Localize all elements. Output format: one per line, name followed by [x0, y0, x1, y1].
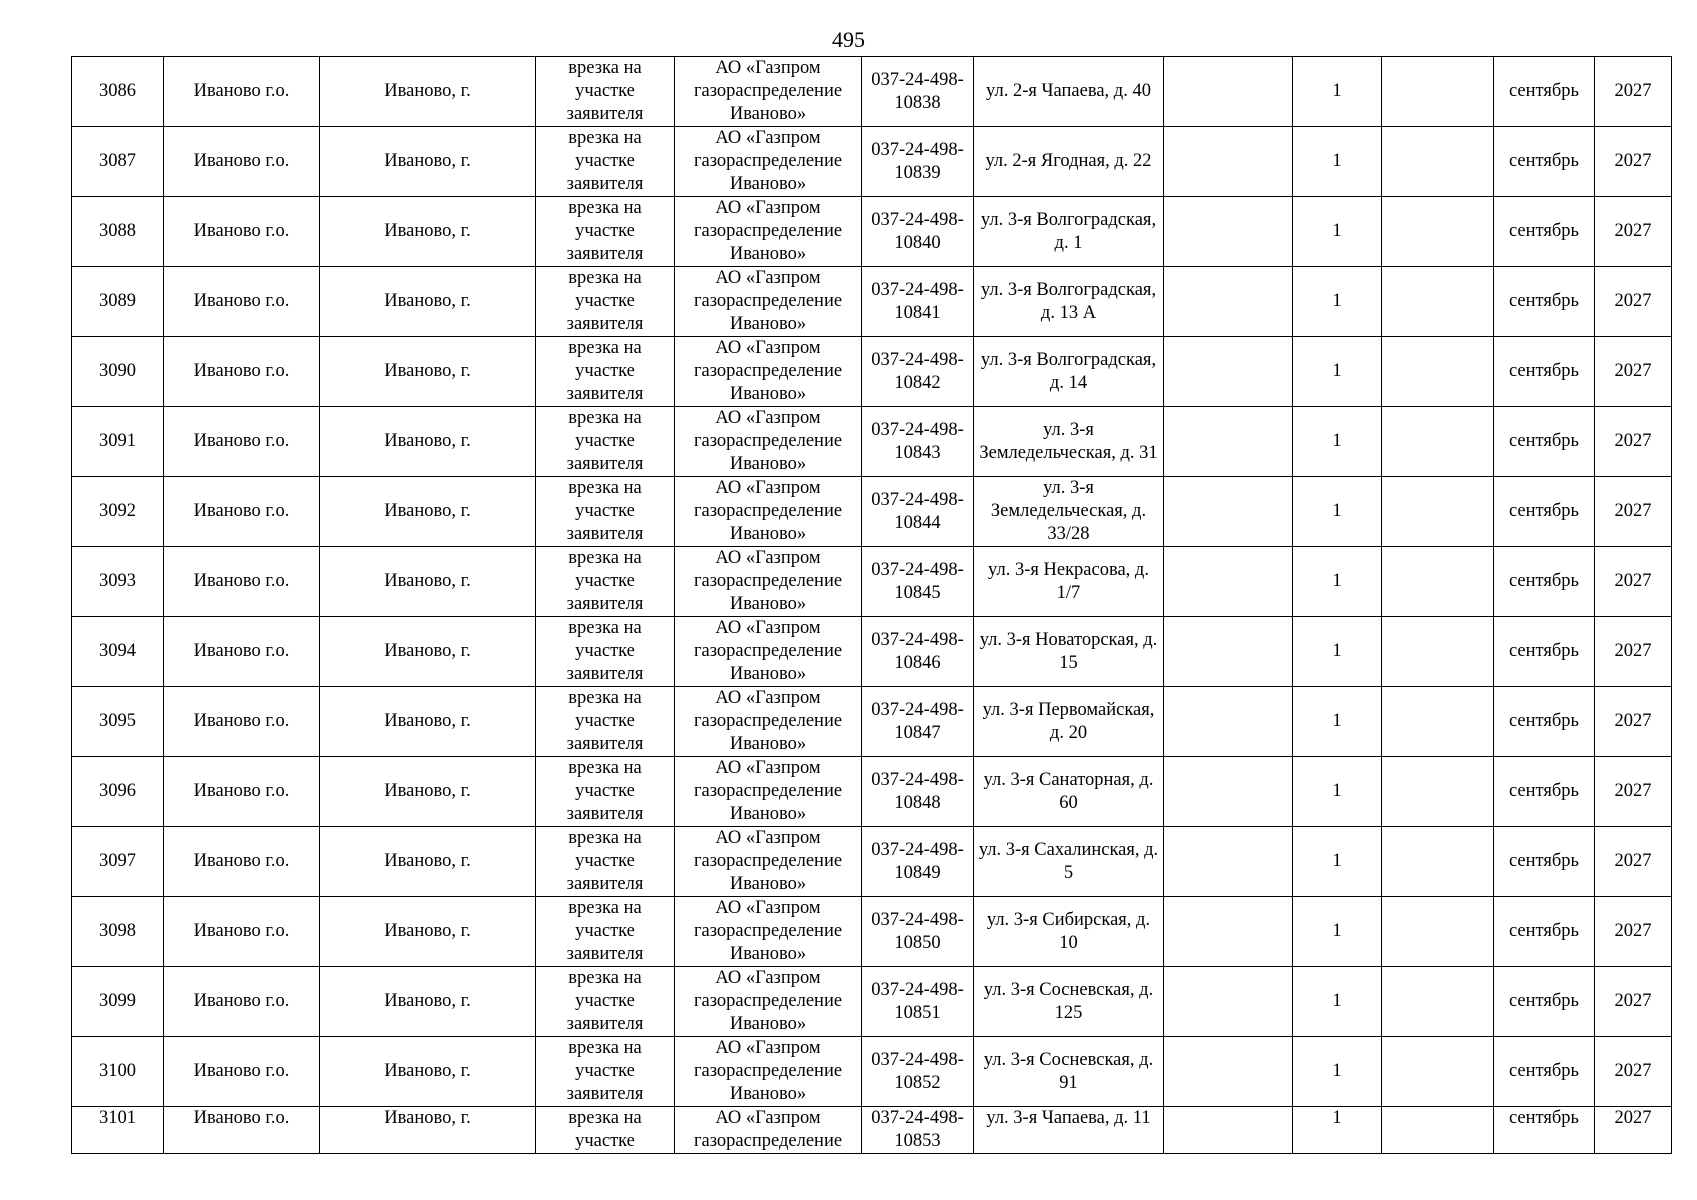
settlement-cell: Иваново, г. [320, 267, 536, 337]
table-row [72, 477, 1672, 547]
district-cell: Иваново г.о. [164, 967, 320, 1037]
address-cell: ул. 3-я Санаторная, д. 60 [974, 757, 1164, 827]
settlement-cell: Иваново, г. [320, 757, 536, 827]
empty-cell [1382, 267, 1494, 337]
organization-cell: АО «Газпром газораспределение Иваново» [675, 337, 862, 407]
object-code-cell: 037-24-498-10841 [862, 267, 974, 337]
table-row [72, 1037, 1672, 1107]
empty-cell [1164, 1037, 1293, 1107]
settlement-cell: Иваново, г. [320, 827, 536, 897]
organization-cell: АО «Газпром газораспределение Иваново» [675, 407, 862, 477]
settlement-cell: Иваново, г. [320, 897, 536, 967]
address-cell: ул. 3-я Новаторская, д. 15 [974, 617, 1164, 687]
empty-cell [1164, 407, 1293, 477]
quantity-cell: 1 [1293, 757, 1382, 827]
connection-type-cell: врезка на участке заявителя [536, 967, 675, 1037]
quantity-cell: 1 [1293, 617, 1382, 687]
empty-cell [1382, 1037, 1494, 1107]
quantity-cell: 1 [1293, 1037, 1382, 1107]
year-cell: 2027 [1595, 897, 1672, 967]
organization-cell: АО «Газпром газораспределение Иваново» [675, 617, 862, 687]
month-cell: сентябрь [1494, 127, 1595, 197]
row-number-cell: 3096 [72, 757, 164, 827]
empty-cell [1382, 337, 1494, 407]
row-number-cell: 3086 [72, 57, 164, 127]
quantity-cell: 1 [1293, 547, 1382, 617]
quantity-cell: 1 [1293, 337, 1382, 407]
empty-cell [1164, 897, 1293, 967]
settlement-cell: Иваново, г. [320, 687, 536, 757]
object-code-cell: 037-24-498-10848 [862, 757, 974, 827]
month-cell: сентябрь [1494, 967, 1595, 1037]
quantity-cell: 1 [1293, 687, 1382, 757]
row-number-cell: 3095 [72, 687, 164, 757]
empty-cell [1164, 757, 1293, 827]
district-cell: Иваново г.о. [164, 477, 320, 547]
year-cell: 2027 [1595, 267, 1672, 337]
empty-cell [1164, 827, 1293, 897]
address-cell: ул. 3-я Чапаева, д. 11 [974, 1107, 1164, 1154]
connection-type-cell: врезка на участке заявителя [536, 617, 675, 687]
settlement-cell: Иваново, г. [320, 197, 536, 267]
row-number-cell: 3097 [72, 827, 164, 897]
object-code-cell: 037-24-498-10845 [862, 547, 974, 617]
address-cell: ул. 3-я Некрасова, д. 1/7 [974, 547, 1164, 617]
empty-cell [1382, 197, 1494, 267]
row-number-cell: 3099 [72, 967, 164, 1037]
organization-cell: АО «Газпром газораспределение Иваново» [675, 57, 862, 127]
organization-cell: АО «Газпром газораспределение [675, 1107, 862, 1154]
object-code-cell: 037-24-498-10847 [862, 687, 974, 757]
year-cell: 2027 [1595, 827, 1672, 897]
year-cell: 2027 [1595, 127, 1672, 197]
connection-type-cell: врезка на участке заявителя [536, 197, 675, 267]
address-cell: ул. 3-я Сахалинская, д. 5 [974, 827, 1164, 897]
organization-cell: АО «Газпром газораспределение Иваново» [675, 267, 862, 337]
table-row [72, 967, 1672, 1037]
month-cell: сентябрь [1494, 1037, 1595, 1107]
row-number-cell: 3090 [72, 337, 164, 407]
empty-cell [1382, 897, 1494, 967]
empty-cell [1382, 687, 1494, 757]
district-cell: Иваново г.о. [164, 687, 320, 757]
empty-cell [1382, 1107, 1494, 1154]
settlement-cell: Иваново, г. [320, 337, 536, 407]
empty-cell [1382, 127, 1494, 197]
row-number-cell: 3088 [72, 197, 164, 267]
empty-cell [1382, 407, 1494, 477]
connection-type-cell: врезка на участке заявителя [536, 547, 675, 617]
address-cell: ул. 2-я Ягодная, д. 22 [974, 127, 1164, 197]
quantity-cell: 1 [1293, 477, 1382, 547]
row-number-cell: 3101 [72, 1107, 164, 1154]
table-row [72, 197, 1672, 267]
settlement-cell: Иваново, г. [320, 127, 536, 197]
year-cell: 2027 [1595, 337, 1672, 407]
month-cell: сентябрь [1494, 477, 1595, 547]
organization-cell: АО «Газпром газораспределение Иваново» [675, 477, 862, 547]
table-row [72, 757, 1672, 827]
organization-cell: АО «Газпром газораспределение Иваново» [675, 827, 862, 897]
district-cell: Иваново г.о. [164, 1037, 320, 1107]
year-cell: 2027 [1595, 407, 1672, 477]
organization-cell: АО «Газпром газораспределение Иваново» [675, 757, 862, 827]
address-cell: ул. 3-я Первомайская, д. 20 [974, 687, 1164, 757]
year-cell: 2027 [1595, 687, 1672, 757]
quantity-cell: 1 [1293, 127, 1382, 197]
address-cell: ул. 3-я Сибирская, д. 10 [974, 897, 1164, 967]
year-cell: 2027 [1595, 547, 1672, 617]
address-cell: ул. 2-я Чапаева, д. 40 [974, 57, 1164, 127]
month-cell: сентябрь [1494, 337, 1595, 407]
empty-cell [1164, 687, 1293, 757]
organization-cell: АО «Газпром газораспределение Иваново» [675, 127, 862, 197]
connection-type-cell: врезка на участке заявителя [536, 407, 675, 477]
empty-cell [1164, 197, 1293, 267]
district-cell: Иваново г.о. [164, 267, 320, 337]
settlement-cell: Иваново, г. [320, 1037, 536, 1107]
connection-type-cell: врезка на участке заявителя [536, 1037, 675, 1107]
table-row [72, 617, 1672, 687]
empty-cell [1382, 617, 1494, 687]
row-number-cell: 3094 [72, 617, 164, 687]
table-row [72, 827, 1672, 897]
month-cell: сентябрь [1494, 547, 1595, 617]
connection-type-cell: врезка на участке заявителя [536, 267, 675, 337]
year-cell: 2027 [1595, 967, 1672, 1037]
connection-type-cell: врезка на участке [536, 1107, 675, 1154]
connection-type-cell: врезка на участке заявителя [536, 687, 675, 757]
object-code-cell: 037-24-498-10838 [862, 57, 974, 127]
year-cell: 2027 [1595, 197, 1672, 267]
connection-type-cell: врезка на участке заявителя [536, 757, 675, 827]
row-number-cell: 3091 [72, 407, 164, 477]
quantity-cell: 1 [1293, 897, 1382, 967]
district-cell: Иваново г.о. [164, 617, 320, 687]
organization-cell: АО «Газпром газораспределение Иваново» [675, 687, 862, 757]
month-cell: сентябрь [1494, 407, 1595, 477]
connection-type-cell: врезка на участке заявителя [536, 57, 675, 127]
row-number-cell: 3093 [72, 547, 164, 617]
connection-type-cell: врезка на участке заявителя [536, 897, 675, 967]
empty-cell [1382, 547, 1494, 617]
table-body [72, 57, 1672, 1154]
district-cell: Иваново г.о. [164, 57, 320, 127]
settlement-cell: Иваново, г. [320, 1107, 536, 1154]
empty-cell [1382, 827, 1494, 897]
settlement-cell: Иваново, г. [320, 477, 536, 547]
quantity-cell: 1 [1293, 827, 1382, 897]
empty-cell [1164, 337, 1293, 407]
connection-type-cell: врезка на участке заявителя [536, 337, 675, 407]
month-cell: сентябрь [1494, 897, 1595, 967]
quantity-cell: 1 [1293, 267, 1382, 337]
organization-cell: АО «Газпром газораспределение Иваново» [675, 897, 862, 967]
month-cell: сентябрь [1494, 57, 1595, 127]
year-cell: 2027 [1595, 57, 1672, 127]
object-code-cell: 037-24-498-10853 [862, 1107, 974, 1154]
month-cell: сентябрь [1494, 757, 1595, 827]
district-cell: Иваново г.о. [164, 827, 320, 897]
empty-cell [1382, 477, 1494, 547]
year-cell: 2027 [1595, 1107, 1672, 1154]
table-row [72, 337, 1672, 407]
empty-cell [1382, 57, 1494, 127]
connection-type-cell: врезка на участке заявителя [536, 127, 675, 197]
address-cell: ул. 3-я Земледельческая, д. 33/28 [974, 477, 1164, 547]
address-cell: ул. 3-я Волгоградская, д. 14 [974, 337, 1164, 407]
settlement-cell: Иваново, г. [320, 407, 536, 477]
year-cell: 2027 [1595, 757, 1672, 827]
row-number-cell: 3087 [72, 127, 164, 197]
district-cell: Иваново г.о. [164, 337, 320, 407]
row-number-cell: 3098 [72, 897, 164, 967]
month-cell: сентябрь [1494, 197, 1595, 267]
organization-cell: АО «Газпром газораспределение Иваново» [675, 1037, 862, 1107]
address-cell: ул. 3-я Земледельческая, д. 31 [974, 407, 1164, 477]
row-number-cell: 3100 [72, 1037, 164, 1107]
empty-cell [1164, 267, 1293, 337]
row-number-cell: 3089 [72, 267, 164, 337]
table-row [72, 267, 1672, 337]
table-row [72, 1107, 1672, 1154]
district-cell: Иваново г.о. [164, 1107, 320, 1154]
settlement-cell: Иваново, г. [320, 617, 536, 687]
empty-cell [1164, 617, 1293, 687]
table-row [72, 687, 1672, 757]
month-cell: сентябрь [1494, 267, 1595, 337]
district-cell: Иваново г.о. [164, 757, 320, 827]
table-row [72, 547, 1672, 617]
empty-cell [1164, 127, 1293, 197]
object-code-cell: 037-24-498-10840 [862, 197, 974, 267]
empty-cell [1164, 547, 1293, 617]
object-code-cell: 037-24-498-10851 [862, 967, 974, 1037]
empty-cell [1164, 57, 1293, 127]
object-code-cell: 037-24-498-10850 [862, 897, 974, 967]
table-row [72, 407, 1672, 477]
settlement-cell: Иваново, г. [320, 967, 536, 1037]
settlement-cell: Иваново, г. [320, 547, 536, 617]
district-cell: Иваново г.о. [164, 127, 320, 197]
organization-cell: АО «Газпром газораспределение Иваново» [675, 197, 862, 267]
object-code-cell: 037-24-498-10839 [862, 127, 974, 197]
year-cell: 2027 [1595, 1037, 1672, 1107]
connection-type-cell: врезка на участке заявителя [536, 477, 675, 547]
quantity-cell: 1 [1293, 407, 1382, 477]
organization-cell: АО «Газпром газораспределение Иваново» [675, 547, 862, 617]
table-row [72, 127, 1672, 197]
month-cell: сентябрь [1494, 827, 1595, 897]
address-cell: ул. 3-я Волгоградская, д. 13 А [974, 267, 1164, 337]
table-row [72, 897, 1672, 967]
district-cell: Иваново г.о. [164, 407, 320, 477]
empty-cell [1164, 1107, 1293, 1154]
year-cell: 2027 [1595, 477, 1672, 547]
district-cell: Иваново г.о. [164, 547, 320, 617]
organization-cell: АО «Газпром газораспределение Иваново» [675, 967, 862, 1037]
object-code-cell: 037-24-498-10849 [862, 827, 974, 897]
object-code-cell: 037-24-498-10844 [862, 477, 974, 547]
address-cell: ул. 3-я Сосневская, д. 125 [974, 967, 1164, 1037]
district-cell: Иваново г.о. [164, 197, 320, 267]
empty-cell [1164, 967, 1293, 1037]
table-row [72, 57, 1672, 127]
quantity-cell: 1 [1293, 197, 1382, 267]
object-code-cell: 037-24-498-10852 [862, 1037, 974, 1107]
month-cell: сентябрь [1494, 617, 1595, 687]
address-cell: ул. 3-я Сосневская, д. 91 [974, 1037, 1164, 1107]
address-cell: ул. 3-я Волгоградская, д. 1 [974, 197, 1164, 267]
empty-cell [1382, 967, 1494, 1037]
quantity-cell: 1 [1293, 967, 1382, 1037]
object-code-cell: 037-24-498-10843 [862, 407, 974, 477]
settlement-cell: Иваново, г. [320, 57, 536, 127]
quantity-cell: 1 [1293, 57, 1382, 127]
quantity-cell: 1 [1293, 1107, 1382, 1154]
district-cell: Иваново г.о. [164, 897, 320, 967]
month-cell: сентябрь [1494, 687, 1595, 757]
year-cell: 2027 [1595, 617, 1672, 687]
empty-cell [1164, 477, 1293, 547]
connection-type-cell: врезка на участке заявителя [536, 827, 675, 897]
empty-cell [1382, 757, 1494, 827]
object-code-cell: 037-24-498-10842 [862, 337, 974, 407]
registry-table [71, 56, 1672, 1154]
object-code-cell: 037-24-498-10846 [862, 617, 974, 687]
month-cell: сентябрь [1494, 1107, 1595, 1154]
row-number-cell: 3092 [72, 477, 164, 547]
page-number: 495 [832, 27, 865, 52]
